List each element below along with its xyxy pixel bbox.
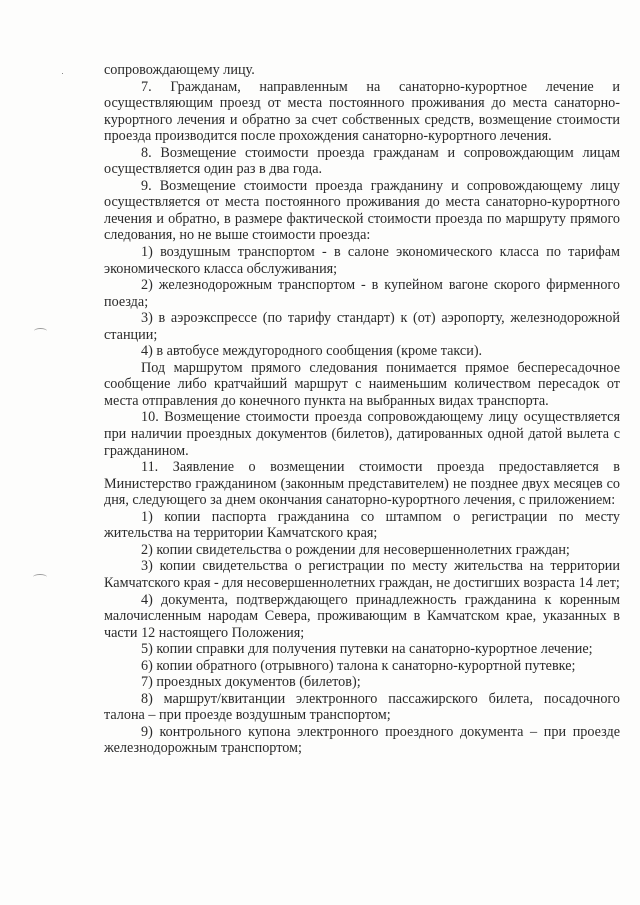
list-item-bus: 4) в автобусе междугородного сообщения (кроме такси).	[141, 343, 483, 360]
punch-hole-mark	[33, 574, 47, 580]
paragraph-direct-route: Под маршрутом прямого следования понимается прямое беспересадочное сообщение либо кратчайший маршрут с наименьшим количеством пересадок от места отправления до конечного пункта на выбранных видах транспорта.	[104, 359, 620, 409]
list-item-registration-certificate: 3) копии свидетельства о регистрации по месту жительства на территории Камчатского края - для несовершеннолетних граждан, не достигших возраста 14 лет;	[104, 558, 620, 591]
document-body	[104, 62, 620, 757]
list-item-travel-documents: 7) проездных документов (билетов);	[141, 674, 361, 691]
list-item-e-ticket-rail: 9) контрольного купона электронного проездного документа – при проезде железнодорожным транспортом;	[104, 723, 620, 757]
punch-hole-mark	[34, 328, 47, 334]
list-item-voucher-certificate: 5) копии справки для получения путевки на санаторно-курортное лечение;	[141, 641, 593, 658]
paragraph-9: 9. Возмещение стоимости проезда гражданину и сопровождающему лицу осуществляется от места постоянного проживания до места санаторно-курортного лечения и обратно, в размере фактической стоимости проезда по маршруту прямого следования, но не выше стоимости проезда:	[104, 177, 620, 244]
list-item-birth-certificate: 2) копии свидетельства о рождении для несовершеннолетних граждан;	[141, 541, 570, 558]
paragraph-continuation: сопровождающему лицу.	[104, 62, 255, 78]
paragraph-11: 11. Заявление о возмещении стоимости проезда предоставляется в Министерство гражданином (законным представителем) не позднее двух месяцев со дня, следующего за днем окончания санаторно-курортного лечения, с приложением:	[104, 459, 620, 509]
paragraph-7: 7. Гражданам, направленным на санаторно-курортное лечение и осуществляющим проезд от места постоянного проживания до места санаторно-курортного лечения и обратно за счет собственных средств, возмещение стоимости проезда производится после прохождения санаторно-курортного лечения.	[104, 78, 620, 145]
list-item-air-transport: 1) воздушным транспортом - в салоне экономического класса по тарифам экономического класса обслуживания;	[104, 244, 620, 277]
list-item-return-coupon: 6) копии обратного (отрывного) талона к санаторно-курортной путевке;	[141, 657, 576, 674]
list-item-aeroexpress: 3) в аэроэкспрессе (по тарифу стандарт) к (от) аэропорту, железнодорожной станции;	[104, 310, 620, 343]
paragraph-8: 8. Возмещение стоимости проезда гражданам и сопровождающим лицам осуществляется один раз в два года.	[104, 144, 620, 178]
list-item-passport-copy: 1) копии паспорта гражданина со штампом о регистрации по месту жительства на территории Камчатского края;	[104, 508, 620, 542]
list-item-indigenous-document: 4) документа, подтверждающего принадлежность гражданина к коренным малочисленным народам Севера, проживающим в Камчатском крае, указанных в части 12 настоящего Положения;	[104, 591, 620, 641]
list-item-rail-transport: 2) железнодорожным транспортом - в купейном вагоне скорого фирменного поезда;	[104, 277, 620, 310]
scan-dot	[62, 73, 63, 74]
paragraph-10: 10. Возмещение стоимости проезда сопровождающему лицу осуществляется при наличии проездных документов (билетов), датированных одной датой вылета с гражданином.	[104, 409, 620, 459]
list-item-e-ticket-air: 8) маршрут/квитанции электронного пассажирского билета, посадочного талона – при проезде воздушным транспортом;	[104, 690, 620, 724]
